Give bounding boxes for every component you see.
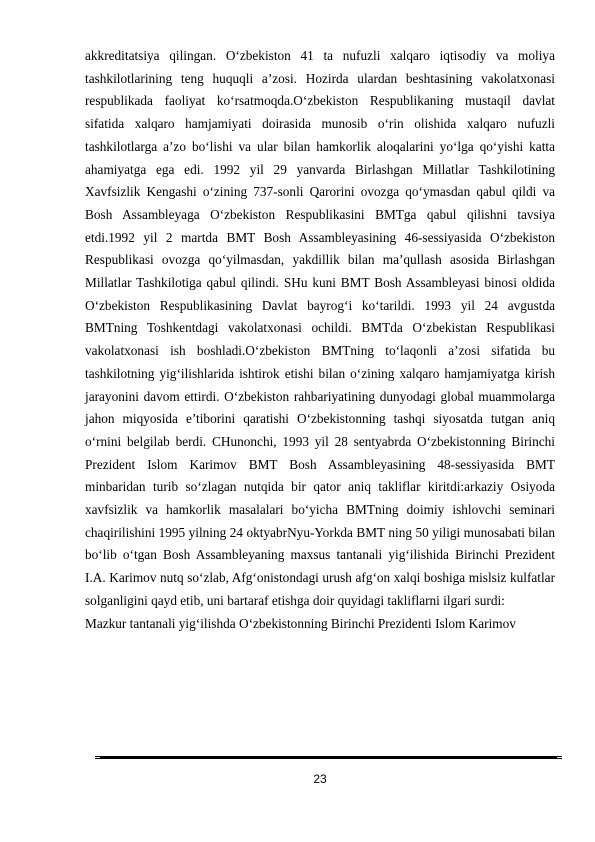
body-text <box>85 45 555 635</box>
footer-rule <box>95 756 562 759</box>
page-number: 23 <box>313 772 327 786</box>
paragraph-continuation: Mazkur tantanali yig‘ilishda O‘zbekistonning Birinchi Prezidenti Islom Karimov <box>85 615 516 631</box>
paragraph-main: akkreditatsiya qilingan. O‘zbekiston 41 ta nufuzli xalqaro iqtisodiy va moliya tashkilotlarining teng huquqli a’zosi. Hozirda ulardan beshtasining vakolatxonasi respublikada faoliyat ko‘rsatmoqda.O‘zbekiston Respublikaning mustaqil davlat sifatida xalqaro hamjamiyati doirasida munosib o‘rin olishida xalqaro nufuzli tashkilotlarga a’zo bo‘lishi va ular bilan hamkorlik aloqalarini yo‘lga qo‘yishi katta ahamiyatga ega edi. 1992 yil 29 yanvarda Birlashgan Millatlar Tashkilotining Xavfsizlik Kengashi o‘zining 737-sonli Qarorini ovozga qo‘ymasdan qabul qildi va Bosh Assambleyaga O‘zbekiston Respublikasini BMTga qabul qilishni tavsiya etdi.1992 yil 2 martda BMT Bosh Assambleyasining 46-sessiyasida O‘zbekiston Respublikasi ovozga qo‘yilmasdan, yakdillik bilan ma’qullash asosida Birlashgan Millatlar Tashkilotiga qabul qilindi. SHu kuni BMT Bosh Assambleyasi binosi oldida O‘zbekiston Respublikasining Davlat bayrog‘i ko‘tarildi. 1993 yil 24 avgustda BMTning Toshkentdagi vakolatxonasi ochildi. BMTda O‘zbekistan Respublikasi vakolatxonasi ish boshladi.O‘zbekiston BMTning to‘laqonli a’zosi sifatida bu tashkilotning yig‘ilishlarida ishtirok etishi bilan o‘zining xalqaro hamjamiyatga kirish jarayonini davom ettirdi. O‘zbekiston rahbariyatining dunyodagi global muammolarga jahon miqyosida e’tiborini qaratishi O‘zbekistonning tashqi siyosatda tutgan aniq o‘rnini belgilab berdi. CHunonchi, 1993 yil 28 sentyabrda O‘zbekistonning Birinchi Prezident Islom Karimov BMT Bosh Assambleyasining 48-sessiyasida BMT minbaridan turib so‘zlagan nutqida bir qator aniq takliflar kiritdi:arkaziy Osiyoda xavfsizlik va hamkorlik masalalari bo‘yicha BMTning doimiy ishlovchi seminari chaqirilishini 1995 yilning 24 oktyabrNyu-Yorkda BMT ning 50 yiligi munosabati bilan bo‘lib o‘tgan Bosh Assambleyaning maxsus tantanali yig‘ilishida Birinchi Prezident I.A. Karimov nutq so‘zlab, Afg‘onistondagi urush afg‘on xalqi boshiga mislsiz kulfatlar solganligini qayd etib, uni bartaraf etishga doir quyidagi takliflarni ilgari surdi: <box>85 48 555 608</box>
